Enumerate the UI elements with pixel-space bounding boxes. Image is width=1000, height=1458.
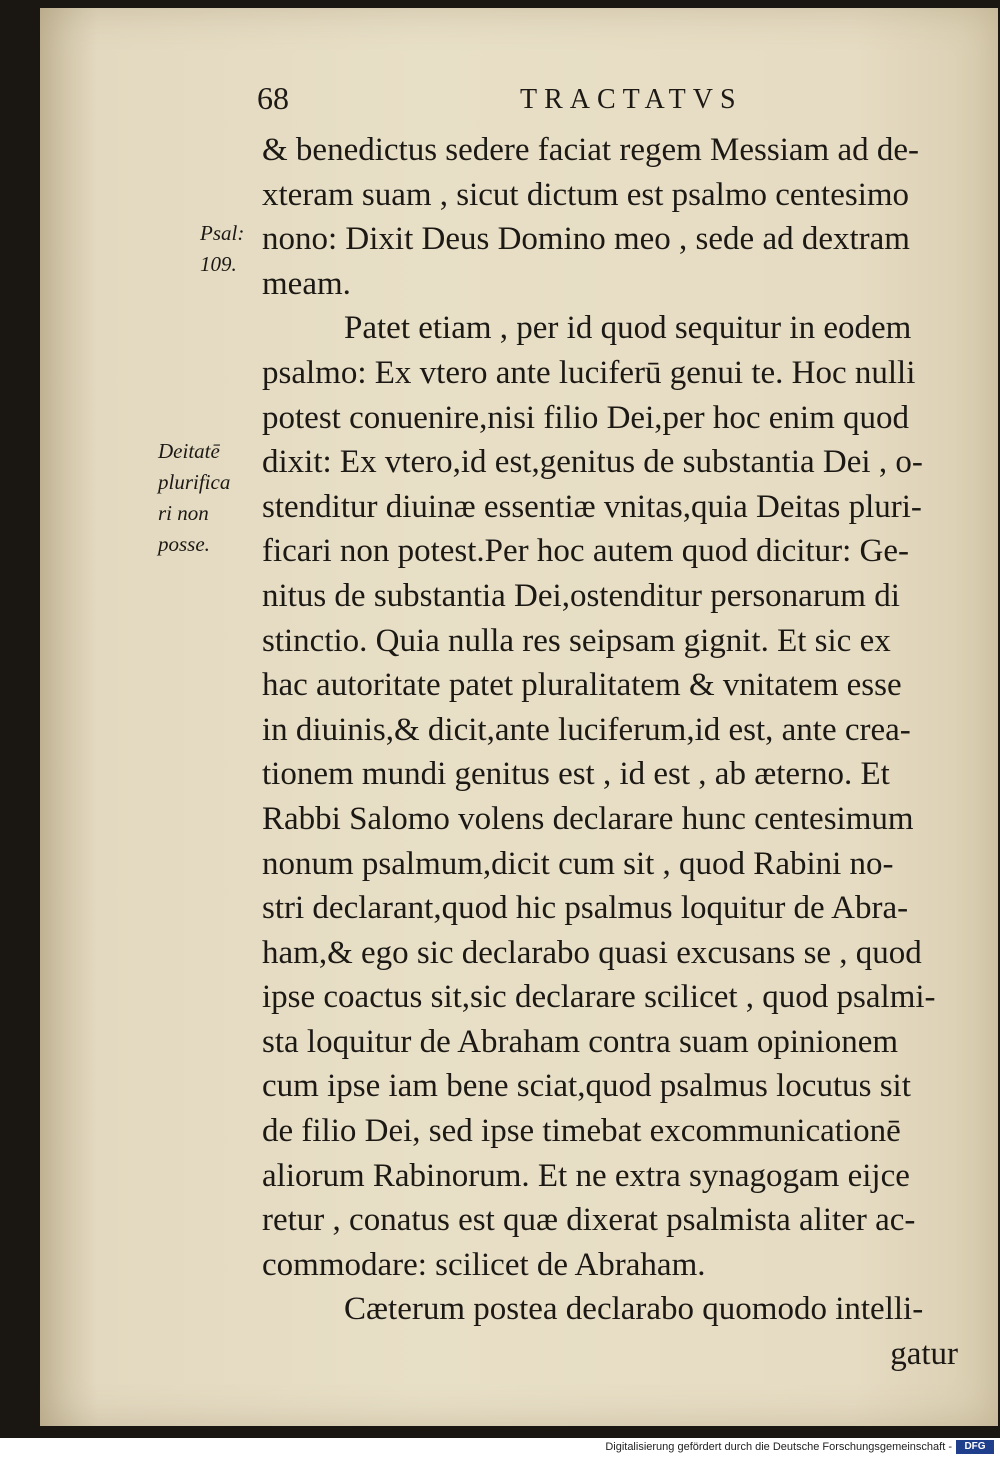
text-line: tionem mundi genitus est , id est , ab æterno. Et xyxy=(262,756,890,793)
text-line: cum ipse iam bene sciat,quod psalmus locutus sit xyxy=(262,1068,911,1105)
margin-note-psalm-reference xyxy=(200,218,260,280)
text-line: in diuinis,& dicit,ante luciferum,id est, ante crea- xyxy=(262,711,911,748)
digitization-credit: Digitalisierung gefördert durch die Deutsche Forschungsgemeinschaft - xyxy=(605,1441,952,1453)
text-line: xteram suam , sicut dictum est psalmo centesimo xyxy=(262,176,910,213)
margin-note-deitate xyxy=(158,436,258,560)
running-title: TRACTATVS xyxy=(520,84,743,115)
text-line: ficari non potest.Per hoc autem quod dicitur: Ge- xyxy=(262,533,909,570)
text-line: sta loquitur de Abraham contra suam opinionem xyxy=(262,1023,899,1060)
text-line: de filio Dei, sed ipse timebat excommunicationē xyxy=(262,1113,901,1150)
text-line: stenditur diuinæ essentiæ vnitas,quia Deitas pluri- xyxy=(262,488,922,525)
dfg-logo: DFG xyxy=(956,1440,994,1454)
text-line-paragraph-start: Cæterum postea declarabo quomodo intelli- xyxy=(344,1291,924,1328)
text-line-paragraph-start: Patet etiam , per id quod sequitur in eodem xyxy=(344,310,912,347)
page-header xyxy=(255,80,975,120)
text-line: hac autoritate patet pluralitatem & vnitatem esse xyxy=(262,667,902,704)
text-line: retur , conatus est quæ dixerat psalmista aliter ac- xyxy=(262,1202,916,1239)
margin-note-line: 109. xyxy=(200,252,237,276)
text-line: ipse coactus sit,sic declarare scilicet , quod psalmi- xyxy=(262,979,936,1016)
margin-note-line: ri non xyxy=(158,501,209,525)
page-number: 68 xyxy=(257,80,289,116)
text-line: potest conuenire,nisi filio Dei,per hoc enim quod xyxy=(262,399,910,436)
catchword: gatur xyxy=(890,1336,958,1373)
text-line: nonum psalmum,dicit cum sit , quod Rabini no- xyxy=(262,845,894,882)
text-line: commodare: scilicet de Abraham. xyxy=(262,1246,706,1283)
footer-bar xyxy=(0,1438,1000,1458)
margin-note-line: Psal: xyxy=(200,221,245,245)
text-line: nono: Dixit Deus Domino meo , sede ad dextram xyxy=(262,221,910,258)
text-line: stri declarant,quod hic psalmus loquitur de Abra- xyxy=(262,890,909,927)
main-text-block xyxy=(262,128,972,1377)
text-line: psalmo: Ex vtero ante luciferū genui te. Hoc nulli xyxy=(262,354,916,391)
text-line: ham,& ego sic declarabo quasi excusans se , quod xyxy=(262,934,922,971)
text-line: nitus de substantia Dei,ostenditur personarum di xyxy=(262,577,900,614)
text-line: meam. xyxy=(262,265,351,302)
text-line: Rabbi Salomo volens declarare hunc centesimum xyxy=(262,800,914,837)
margin-note-line: posse. xyxy=(158,532,210,556)
text-line: stinctio. Quia nulla res seipsam gignit. Et sic ex xyxy=(262,622,891,659)
text-line: & benedictus sedere faciat regem Messiam ad de- xyxy=(262,132,919,168)
margin-note-line: Deitatē xyxy=(158,439,220,463)
text-line: dixit: Ex vtero,id est,genitus de substantia Dei , o- xyxy=(262,444,923,481)
margin-note-line: plurifica xyxy=(158,470,231,494)
text-line: aliorum Rabinorum. Et ne extra synagogam eijce xyxy=(262,1157,910,1194)
